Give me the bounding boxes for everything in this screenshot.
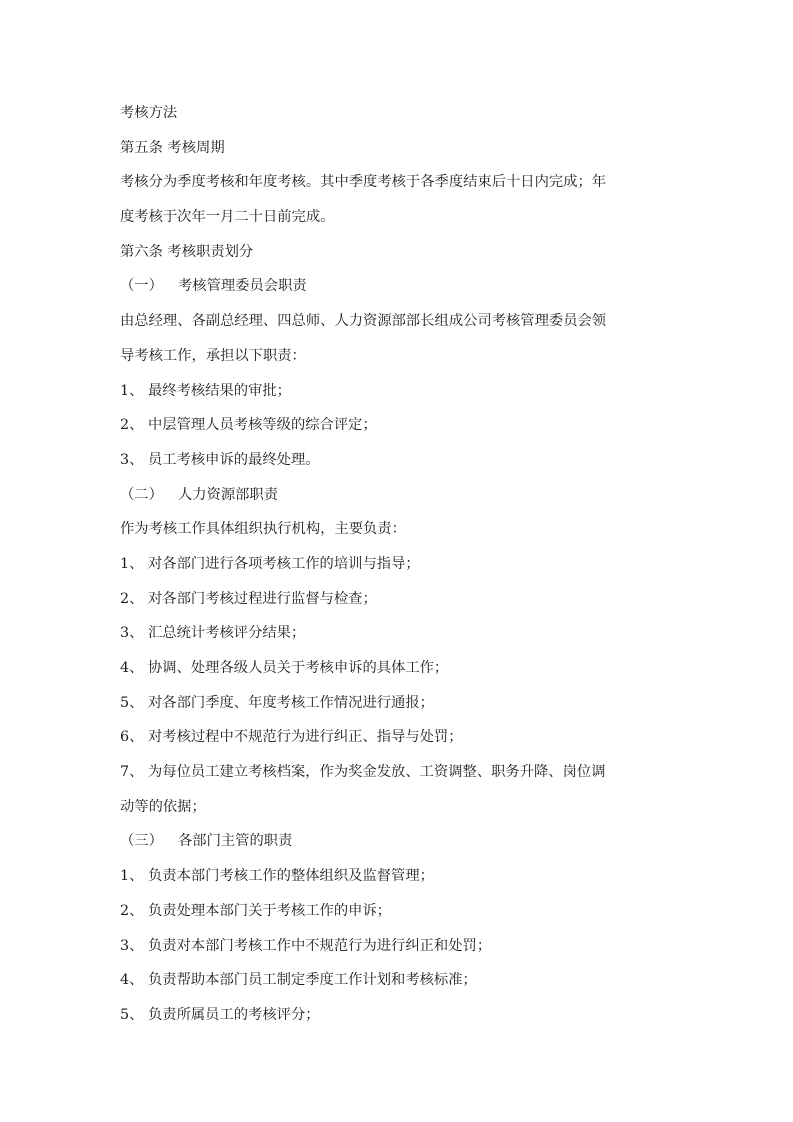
section-heading [120,484,610,519]
list-item [120,900,610,935]
section-number: （二） [120,486,163,503]
document-body [120,102,610,1039]
line-text: 负责所属员工的考核评分； [148,1006,320,1023]
paragraph-line [120,171,610,206]
list-item [120,692,610,727]
line-text: 作为考核工作具体组织执行机构，主要负责： [120,521,406,538]
paragraph-line [120,102,610,137]
line-text: 负责处理本部门关于考核工作的申诉； [148,902,392,919]
line-text: 负责对本部门考核工作中不规范行为进行纠正和处罚； [148,937,492,954]
paragraph-line [120,241,610,276]
list-number: 2、 [120,590,144,607]
line-text: 度考核于次年一月二十日前完成。 [120,209,335,226]
line-text: 对各部门季度、年度考核工作情况进行通报； [148,694,434,711]
line-text: 第五条 考核周期 [120,139,225,156]
line-text: 协调、处理各级人员关于考核申诉的具体工作； [148,660,449,676]
line-text: 对考核过程中不规范行为进行纠正、指导与处罚； [148,729,463,746]
list-item [120,761,610,796]
line-text: 员工考核申诉的最终处理。 [148,451,320,468]
line-text: 导考核工作，承担以下职责： [120,347,306,364]
list-item [120,449,610,484]
list-item [120,657,610,692]
line-text: 考核管理委员会职责 [178,278,307,295]
list-item [120,726,610,761]
line-text: 对各部门进行各项考核工作的培训与指导； [148,555,420,572]
line-text: 由总经理、各副总经理、四总师、人力资源部部长组成公司考核管理委员会领 [120,313,607,330]
line-text: 负责帮助本部门员工制定季度工作计划和考核标准； [148,972,477,989]
list-item [120,414,610,449]
list-number: 3、 [120,625,144,642]
line-text: 最终考核结果的审批； [148,382,291,399]
line-text: 动等的依据； [120,798,206,815]
line-text: 第六条 考核职责划分 [120,243,254,260]
list-number: 7、 [120,764,144,781]
line-text: 为每位员工建立考核档案，作为奖金发放、工资调整、职务升降、岗位调 [148,764,606,781]
section-number: （一） [120,278,163,295]
list-item [120,380,610,415]
list-item [120,622,610,657]
list-number: 2、 [120,902,144,919]
list-number: 2、 [120,417,144,434]
section-number: （三） [120,833,163,850]
paragraph-line [120,345,610,380]
list-item [120,553,610,588]
list-item [120,935,610,970]
line-text: 汇总统计考核评分结果； [148,625,306,642]
list-number: 1、 [120,868,144,885]
list-number: 1、 [120,382,144,399]
list-number: 3、 [120,451,144,468]
list-number: 5、 [120,1006,144,1023]
paragraph-line [120,796,610,831]
paragraph-line [120,518,610,553]
paragraph-line [120,310,610,345]
list-number: 3、 [120,937,144,954]
list-number: 6、 [120,729,144,746]
line-text: 人力资源部职责 [178,486,279,503]
list-number: 1、 [120,555,144,572]
line-text: 负责本部门考核工作的整体组织及监督管理； [148,868,434,885]
list-item [120,865,610,900]
list-item [120,969,610,1004]
list-item [120,1004,610,1039]
line-text: 考核分为季度考核和年度考核。其中季度考核于各季度结束后十日内完成；年 [120,174,607,191]
list-number: 5、 [120,694,144,711]
line-text: 考核方法 [120,105,178,121]
line-text: 对各部门考核过程进行监督与检查； [148,590,377,607]
list-number: 4、 [120,660,144,676]
line-text: 各部门主管的职责 [178,833,293,850]
paragraph-line [120,137,610,172]
line-text: 中层管理人员考核等级的综合评定； [148,417,377,434]
section-heading [120,830,610,865]
list-item [120,588,610,623]
paragraph-line [120,206,610,241]
list-number: 4、 [120,972,144,989]
section-heading [120,275,610,310]
